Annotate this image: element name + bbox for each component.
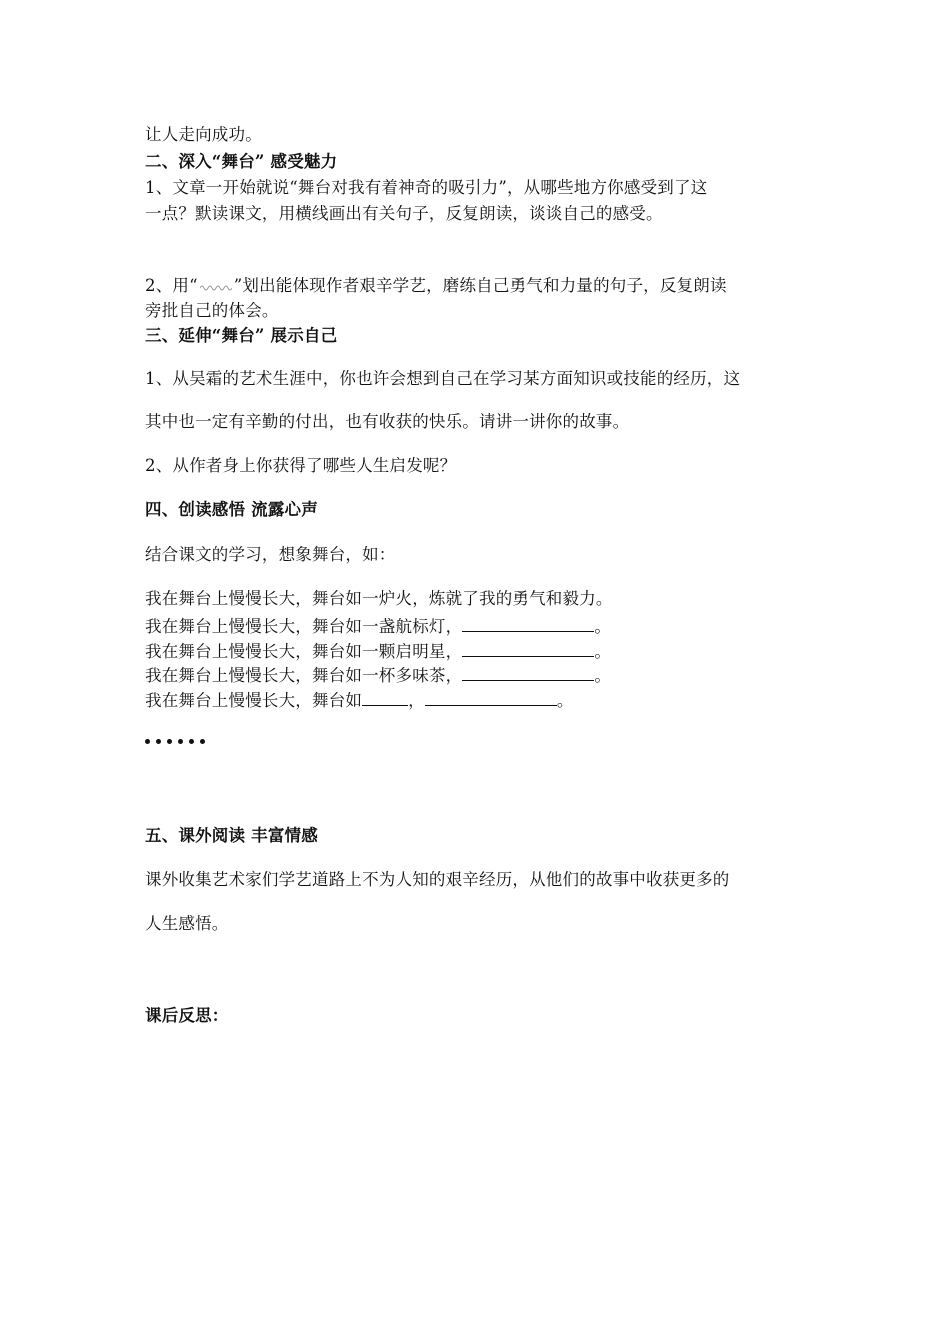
section-heading-4: 四、创读感悟 流露心声 <box>145 500 318 519</box>
example-sentence: 我在舞台上慢慢长大，舞台如一炉火，炼就了我的勇气和毅力。 <box>145 589 613 608</box>
section-3-item-1-line-1: 1、从吴霜的艺术生涯中，你也许会想到自己在学习某方面知识或技能的经历，这 <box>145 369 741 388</box>
sentence-comma: ， <box>408 691 425 710</box>
section-3-item-2: 2、从作者身上你获得了哪些人生启发呢？ <box>145 456 457 475</box>
fill-sentence-text: 我在舞台上慢慢长大，舞台如一杯多味茶， <box>145 666 463 685</box>
fill-sentence-2 <box>145 640 611 663</box>
fill-blank[interactable] <box>462 640 594 657</box>
ellipsis-dots <box>145 739 205 744</box>
fill-sentence-text: 我在舞台上慢慢长大，舞台如一颗启明星， <box>145 642 463 661</box>
sentence-period: 。 <box>594 666 612 685</box>
dot-icon <box>189 739 194 744</box>
section-heading-3: 三、延伸“舞台” 展示自己 <box>145 326 338 345</box>
sentence-period: 。 <box>594 617 612 636</box>
section-3-item-1-line-2: 其中也一定有辛勤的付出，也有收获的快乐。请讲一讲你的故事。 <box>145 412 630 431</box>
question-1-line-1: 1、文章一开始就说“舞台对我有着神奇的吸引力”，从哪些地方你感受到了这 <box>145 178 708 197</box>
question-2-prefix: 2、用“ <box>145 276 198 295</box>
fill-sentence-1 <box>145 615 611 638</box>
question-2-suffix: ”划出能体现作者艰辛学艺，磨练自己勇气和力量的句子，反复朗读 <box>233 276 727 295</box>
fill-sentence-text: 我在舞台上慢慢长大，舞台如 <box>145 691 363 710</box>
section-heading-5: 五、课外阅读 丰富情感 <box>145 826 318 845</box>
section-5-line-2: 人生感悟。 <box>145 914 229 933</box>
fill-sentence-3 <box>145 664 611 687</box>
fill-sentence-text: 我在舞台上慢慢长大，舞台如一盏航标灯， <box>145 617 463 636</box>
fill-blank[interactable] <box>462 615 594 632</box>
fill-blank[interactable] <box>462 664 594 681</box>
fill-blank[interactable] <box>425 689 557 706</box>
wavy-underline-icon <box>198 275 234 291</box>
text-line: 让人走向成功。 <box>145 125 262 144</box>
dot-icon <box>156 739 161 744</box>
section-5-line-1: 课外收集艺术家们学艺道路上不为人知的艰辛经历，从他们的故事中收获更多的 <box>145 870 730 889</box>
dot-icon <box>178 739 183 744</box>
fill-blank-short[interactable] <box>362 689 408 706</box>
dot-icon <box>200 739 205 744</box>
sentence-period: 。 <box>556 691 574 710</box>
dot-icon <box>145 739 150 744</box>
after-class-reflection-label: 课后反思： <box>145 1006 229 1025</box>
question-2-line-1 <box>145 275 727 297</box>
fill-sentence-4 <box>145 689 574 712</box>
question-1-line-2: 一点？默读课文，用横线画出有关句子，反复朗读，谈谈自己的感受。 <box>145 204 663 223</box>
section-heading-2: 二、深入“舞台” 感受魅力 <box>145 152 338 171</box>
sentence-period: 。 <box>594 642 612 661</box>
dot-icon <box>167 739 172 744</box>
section-4-intro: 结合课文的学习，想象舞台，如： <box>145 545 396 564</box>
question-2-line-2: 旁批自己的体会。 <box>145 301 279 320</box>
